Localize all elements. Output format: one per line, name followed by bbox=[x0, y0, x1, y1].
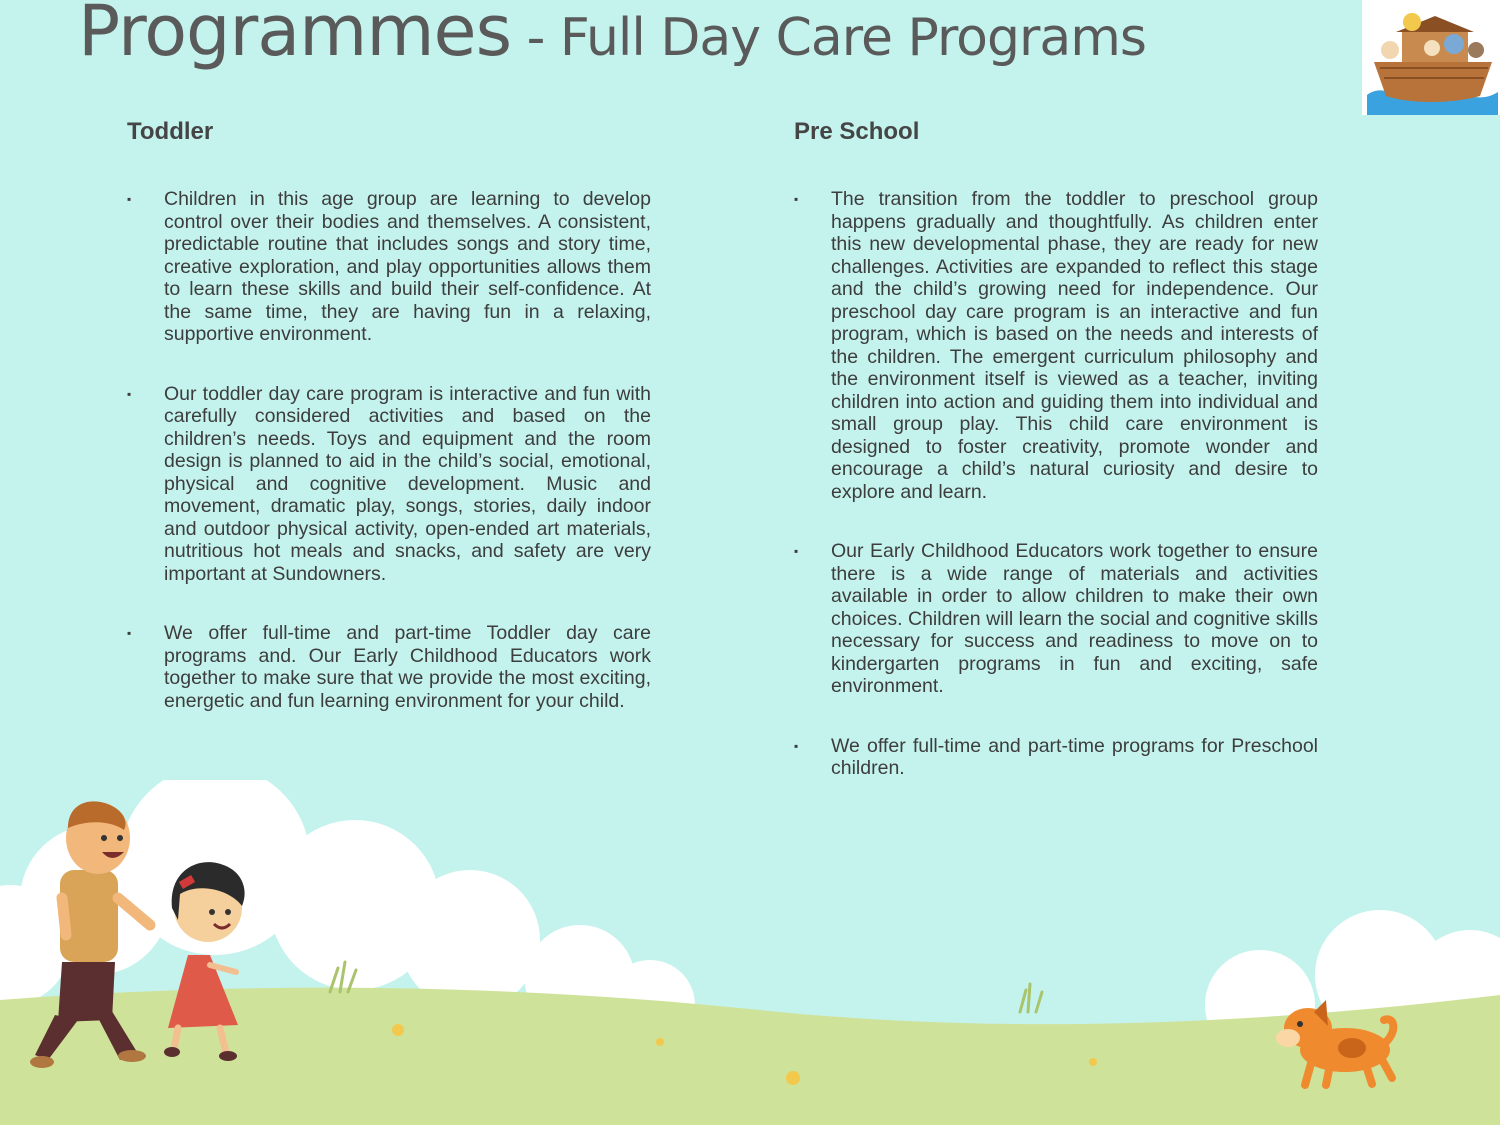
list-item-text: The transition from the toddler to preschool group happens gradually and thoughtfully. As children enter this new developmental phase, they are ready for new challenges. Activities are expanded to reflect this stage and the child’s growing need for independence. Our preschool day care program is an interactive and fun program, which is based on the needs and interests of the children. The emergent curriculum philosophy and the environment itself is viewed as a teacher, inviting children into action and guiding them into individual and small group play. This child care environment is designed to foster creativity, promote wonder and encourage a child’s natural curiosity and desire to explore and learn. bbox=[831, 188, 1318, 503]
toddler-section bbox=[127, 118, 657, 749]
list-item-text: We offer full-time and part-time Toddler day care programs and. Our Early Childhood Educators work together to make sure that we provide the most exciting, energetic and fun learning environment for your child. bbox=[164, 622, 651, 712]
preschool-list bbox=[794, 188, 1324, 780]
page-title bbox=[78, 0, 1146, 72]
preschool-heading: Pre School bbox=[794, 118, 920, 145]
bullet-icon: ▪ bbox=[127, 386, 132, 401]
list-item bbox=[794, 540, 1318, 698]
list-item-text: We offer full-time and part-time programs for Preschool children. bbox=[831, 734, 1318, 779]
list-item-text: Our Early Childhood Educators work together to ensure there is a wide range of materials and activities available in order to allow children to make their own choices. Children will learn the social and cognitive skills necessary for success and readiness to move on to kindergarten programs in fun and exciting, safe environment. bbox=[831, 540, 1318, 697]
list-item-text: Our toddler day care program is interactive and fun with carefully considered activities and based on the children’s needs. Toys and equipment and the room design is planned to aid in the child’s social, emotional, physical and cognitive development. Music and movement, dramatic play, songs, stories, daily indoor and outdoor physical activity, open-ended art materials, nutritious hot meals and snacks, and safety are very important at Sundowners. bbox=[164, 382, 651, 585]
bullet-icon: ▪ bbox=[794, 544, 799, 558]
toddler-list bbox=[127, 188, 657, 712]
list-item bbox=[127, 622, 651, 712]
preschool-section bbox=[794, 118, 1324, 817]
list-item bbox=[127, 188, 651, 346]
list-item bbox=[127, 383, 651, 586]
noahs-ark-logo bbox=[1362, 0, 1500, 115]
title-main: Programmes bbox=[78, 0, 512, 72]
list-item-text: Children in this age group are learning to develop control over their bodies and themselves. A consistent, predictable routine that includes songs and story time, creative exploration, and play opportunities allows them to learn these skills and build their self-confidence. At the same time, they are having fun in a relaxing, supportive environment. bbox=[164, 188, 651, 345]
toddler-heading: Toddler bbox=[127, 118, 214, 145]
title-subtitle: Full Day Care Programs bbox=[559, 8, 1146, 68]
bullet-icon: ▪ bbox=[794, 738, 799, 753]
bullet-icon: ▪ bbox=[127, 192, 132, 206]
list-item bbox=[794, 188, 1318, 503]
list-item bbox=[794, 735, 1318, 780]
bullet-icon: ▪ bbox=[794, 192, 799, 206]
landscape-scene bbox=[0, 780, 1500, 1125]
bullet-icon: ▪ bbox=[127, 626, 132, 640]
title-separator: - bbox=[511, 8, 560, 68]
